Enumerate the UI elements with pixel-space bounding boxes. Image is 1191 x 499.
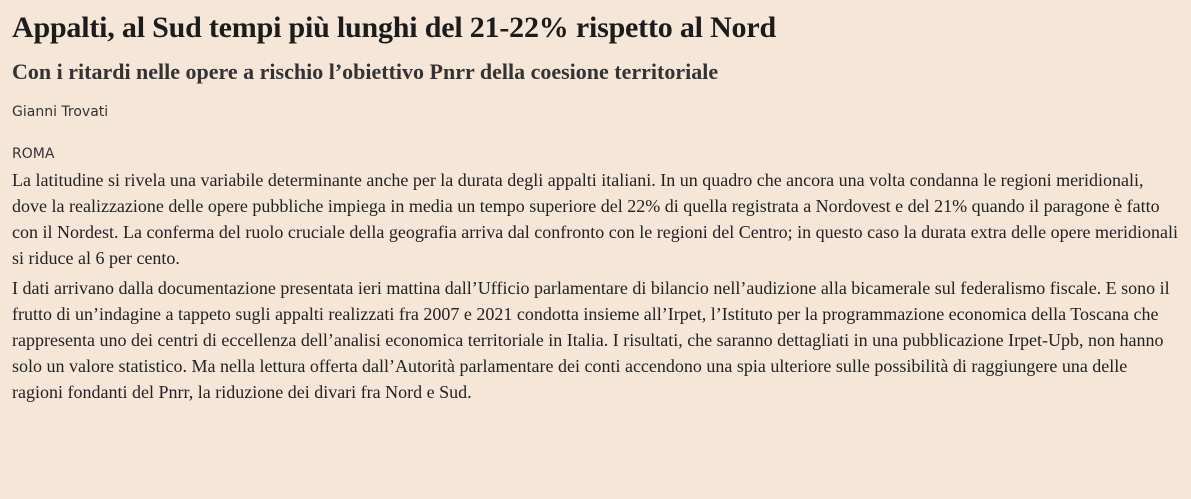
article-paragraph-1: La latitudine si rivela una variabile determinante anche per la durata degli appalti italiani. In un quadro che ancora una volta condanna le regioni meridionali, dove la realizzazione delle opere pubbliche impiega in media un tempo superiore del 22% di quella registrata a Nordovest e del 21% quando il paragone è fatto con il Nordest. La conferma del ruolo cruciale della geografia arriva dal confronto con le regioni del Centro; in questo caso la durata extra delle opere meridionali si riduce al 6 per cento.	[12, 170, 1179, 268]
article-headline: Appalti, al Sud tempi più lunghi del 21-22% rispetto al Nord	[12, 11, 776, 44]
article-subheadline: Con i ritardi nelle opere a rischio l’obiettivo Pnrr della coesione territoriale	[12, 59, 719, 84]
article-dateline: ROMA	[12, 146, 55, 162]
article-paragraph-2: I dati arrivano dalla documentazione presentata ieri mattina dall’Ufficio parlamentare di bilancio nell’audizione alla bicamerale sul federalismo fiscale. E sono il frutto di un’indagine a tappeto sugli appalti realizzati fra 2007 e 2021 condotta insieme all’Irpet, l’Istituto per la programmazione economica della Toscana che rappresenta uno dei centri di eccellenza dell’analisi economica territoriale in Italia. I risultati, che saranno dettagliati in una pubblicazione Irpet-Upb, non hanno solo un valore statistico. Ma nella lettura offerta dall’Autorità parlamentare dei conti accendono una spia ulteriore sulle possibilità di raggiungere una delle ragioni fondanti del Pnrr, la riduzione dei divari fra Nord e Sud.	[12, 278, 1170, 402]
article-author[interactable]: Gianni Trovati	[12, 104, 109, 120]
